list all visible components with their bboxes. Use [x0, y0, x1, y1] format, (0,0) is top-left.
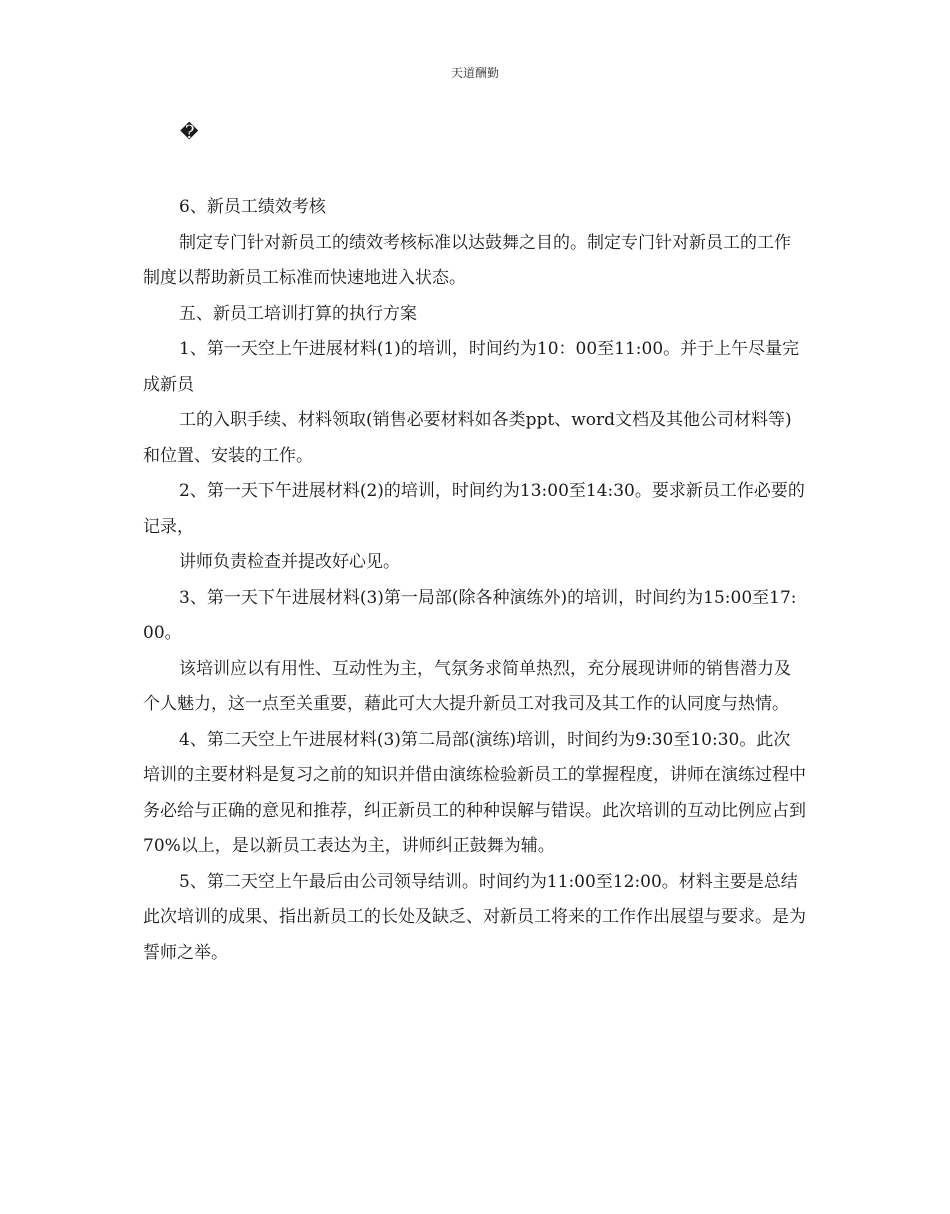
paragraph-heading-6: 6、新员工绩效考核 — [179, 197, 326, 217]
paragraph: 2、第一天下午进展材料(2)的培训，时间约为13:00至14:30。要求新员工作必要的记录， — [143, 481, 805, 537]
paragraph: 5、第二天空上午最后由公司领导结训。时间约为11:00至12:00。材料主要是总结此次培训的成果、指出新员工的长处及缺乏、对新员工将来的工作作出展望与要求。是为誓师之举。 — [143, 871, 806, 963]
paragraph: 3、第一天下午进展材料(3)第一局部(除各种演练外)的培训，时间约为15:00至17:00。 — [143, 587, 797, 643]
paragraph: 制定专门针对新员工的绩效考核标准以达鼓舞之目的。制定专门针对新员工的工作制度以帮助新员工标准而快速地进入状态。 — [143, 232, 791, 288]
page-header: 天道酬勤 — [450, 66, 499, 80]
unknown-glyph: � — [180, 122, 199, 143]
paragraph: 讲师负责检查并提改好心见。 — [179, 552, 400, 572]
paragraph: 工的入职手续、材料领取(销售必要材料如各类ppt、word文档及其他公司材料等)和位置、安装的工作。 — [143, 410, 792, 466]
paragraph: 4、第二天空上午进展材料(3)第二局部(演练)培训，时间约为9:30至10:30。此次培训的主要材料是复习之前的知识并借由演练检验新员工的掌握程度，讲师在演练过程中务必给与正确的意见和推荐，纠正新员工的种种误解与错误。此次培训的互动比例应占到70%以上，是以新员工表达为主，讲师纠正鼓舞为辅。 — [143, 729, 806, 856]
paragraph: 该培训应以有用性、互动性为主，气氛务求简单热烈，充分展现讲师的销售潜力及个人魅力，这一点至关重要，藉此可大大提升新员工对我司及其工作的认同度与热情。 — [143, 658, 791, 714]
section-heading-5: 五、新员工培训打算的执行方案 — [179, 303, 417, 324]
paragraph: 1、第一天空上午进展材料(1)的培训，时间约为10：00至11:00。并于上午尽量完成新员 — [143, 339, 800, 395]
document-body — [143, 190, 807, 971]
